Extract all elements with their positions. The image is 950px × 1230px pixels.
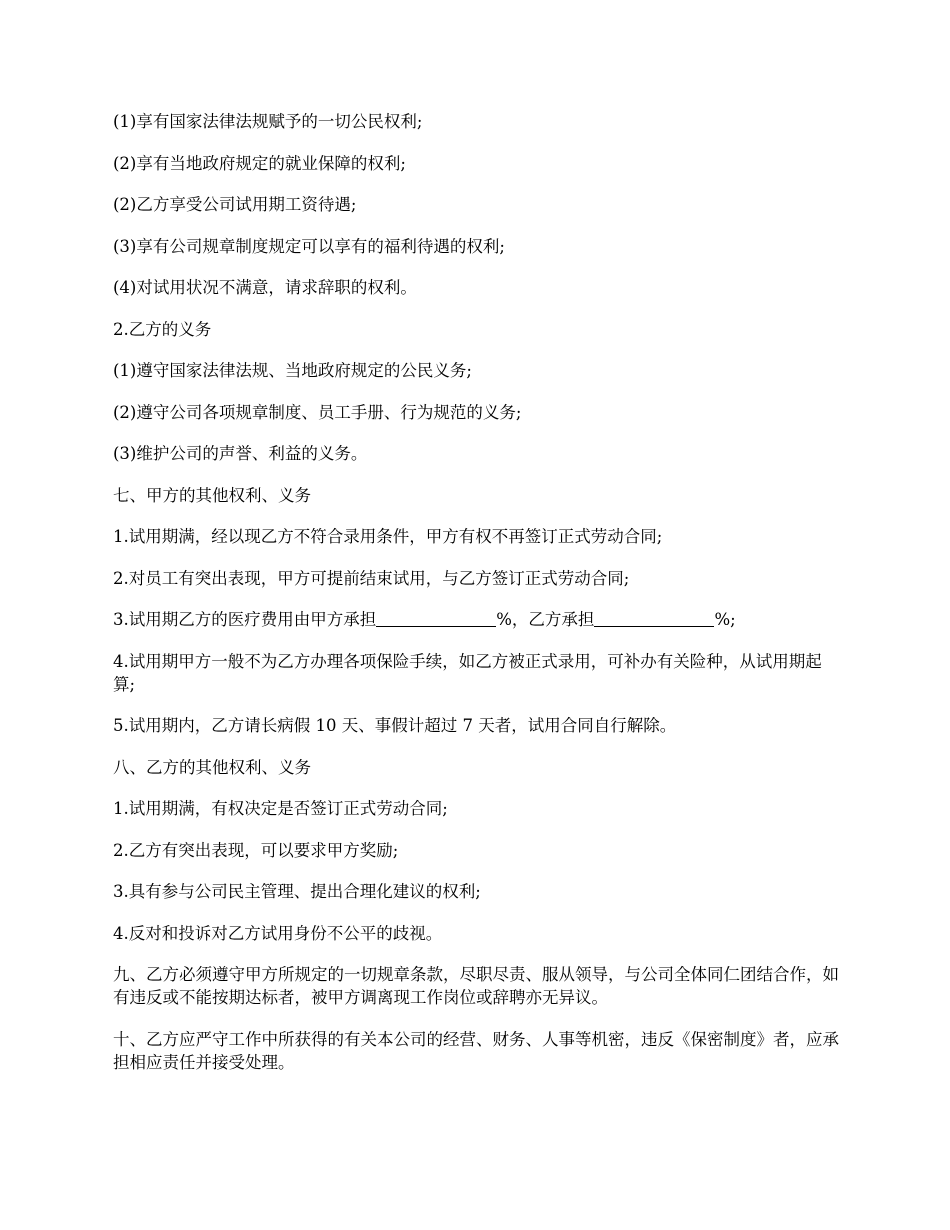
section-heading-seven: 七、甲方的其他权利、义务	[113, 485, 311, 505]
paragraph-nine: 九、乙方必须遵守甲方所规定的一切规章条款，尽职尽责、服从领导，与公司全体同仁团结合作，如有违反或不能按期达标者，被甲方调离现工作岗位或辞聘亦无异议。	[113, 965, 839, 1007]
medical-text-3: %;	[714, 610, 736, 629]
paragraph-seven-1: 1.试用期满，经以现乙方不符合录用条件，甲方有权不再签订正式劳动合同;	[113, 527, 663, 546]
paragraph-right-1: (1)享有国家法律法规赋予的一切公民权利;	[113, 112, 423, 131]
paragraph-duty-3: (3)维护公司的声誉、利益的义务。	[113, 444, 368, 463]
paragraph-seven-4: 4.试用期甲方一般不为乙方办理各项保险手续，如乙方被正式录用，可补办有关险种，从试用期起算;	[113, 651, 822, 694]
paragraph-eight-4: 4.反对和投诉对乙方试用身份不公平的歧视。	[113, 923, 443, 943]
paragraph-eight-2: 2.乙方有突出表现，可以要求甲方奖励;	[113, 840, 399, 860]
paragraph-eight-1: 1.试用期满，有权决定是否签订正式劳动合同;	[113, 799, 448, 818]
paragraph-right-3: (3)享有公司规章制度规定可以享有的福利待遇的权利;	[113, 236, 505, 256]
paragraph-eight-3: 3.具有参与公司民主管理、提出合理化建议的权利;	[113, 882, 481, 901]
section-heading-duties: 2.乙方的义务	[113, 319, 212, 339]
paragraph-ten: 十、乙方应严守工作中所获得的有关本公司的经营、财务、人事等机密，违反《保密制度》者，应承担相应责任并接受处理。	[113, 1029, 839, 1072]
paragraph-seven-5: 5.试用期内，乙方请长病假 10 天、事假计超过 7 天者，试用合同自行解除。	[113, 716, 677, 735]
paragraph-right-4: (4)对试用状况不满意，请求辞职的权利。	[113, 278, 417, 297]
paragraph-duty-1: (1)遵守国家法律法规、当地政府规定的公民义务;	[113, 361, 472, 380]
medical-text-1: 3.试用期乙方的医疗费用由甲方承担	[113, 610, 377, 629]
medical-text-2: %，乙方承担	[496, 610, 595, 629]
paragraph-right-2: (2)享有当地政府规定的就业保障的权利;	[113, 153, 406, 173]
paragraph-seven-3-medical	[113, 608, 841, 631]
paragraph-seven-2: 2.对员工有突出表现，甲方可提前结束试用，与乙方签订正式劳动合同;	[113, 568, 630, 588]
fill-blank-employee-share[interactable]	[594, 608, 714, 627]
section-heading-eight: 八、乙方的其他权利、义务	[113, 757, 311, 777]
paragraph-right-salary: (2)乙方享受公司试用期工资待遇;	[113, 195, 357, 214]
paragraph-duty-2: (2)遵守公司各项规章制度、员工手册、行为规范的义务;	[113, 402, 522, 422]
document-page	[113, 110, 841, 1092]
fill-blank-company-share[interactable]	[376, 608, 496, 627]
